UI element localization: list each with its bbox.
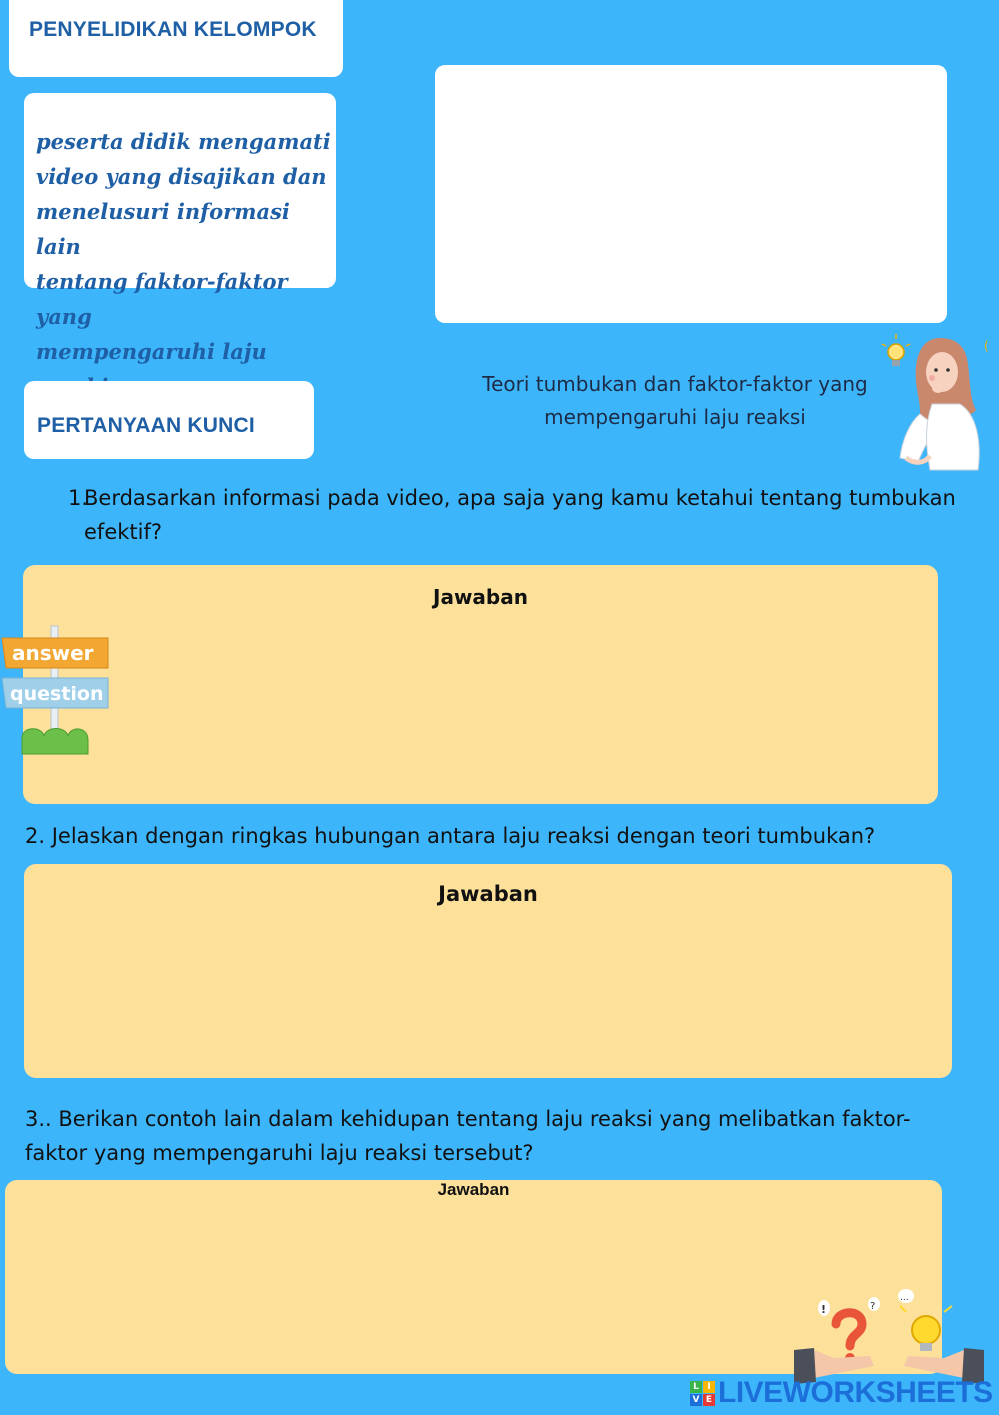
mark-letter: L [690, 1381, 702, 1393]
group-title: PENYELIDIKAN KELOMPOK [29, 18, 317, 41]
question-2: 2. Jelaskan dengan ringkas hubungan antara laju reaksi dengan teori tumbukan? [25, 824, 876, 848]
thinking-woman-illustration [880, 330, 992, 475]
question-3 [25, 1102, 975, 1170]
mark-letter: V [690, 1394, 702, 1406]
lightbulb-icon [882, 334, 910, 366]
answer-label: Jawaban [433, 585, 528, 609]
intro-line: peserta didik mengamati [36, 129, 331, 154]
theory-line-1: Teori tumbukan dan faktor-faktor yang [482, 372, 868, 396]
answer-question-signpost-icon [0, 626, 112, 756]
lightbulb-icon [900, 1306, 952, 1351]
video-frame[interactable] [435, 65, 947, 323]
signpost-answer: answer [12, 641, 94, 665]
question-3-line-2: faktor yang mempengaruhi laju reaksi tersebut? [25, 1141, 534, 1165]
answer-label: Jawaban [438, 882, 538, 906]
mark-letter: E [703, 1394, 715, 1406]
question-1-number: 1. [68, 486, 89, 510]
group-title-box [9, 0, 343, 77]
svg-text:(: ( [984, 339, 989, 353]
signpost-question: question [10, 683, 104, 705]
answer-box-1[interactable] [23, 565, 938, 804]
intro-text [36, 124, 336, 404]
key-question-title: PERTANYAAN KUNCI [37, 414, 255, 437]
liveworksheets-wordmark: LIVEWORKSHEETS [718, 1376, 993, 1409]
question-3-line-1: 3.. Berikan contoh lain dalam kehidupan tentang laju reaksi yang melibatkan faktor- [25, 1107, 911, 1131]
intro-box [24, 93, 336, 364]
question-1-line-1: Berdasarkan informasi pada video, apa saja yang kamu ketahui tentang tumbukan [84, 486, 956, 510]
answer-label: Jawaban [437, 1180, 510, 1199]
svg-text:?: ? [870, 1301, 876, 1312]
question-1 [68, 481, 968, 549]
liveworksheets-mark-icon [690, 1381, 715, 1406]
answer-box-2[interactable] [24, 864, 952, 1078]
key-question-box [24, 381, 314, 459]
intro-line: menelusuri informasi lain [36, 199, 290, 259]
liveworksheets-logo[interactable] [690, 1376, 993, 1410]
question-idea-hands-illustration [794, 1288, 984, 1384]
theory-line-2: mempengaruhi laju reaksi [544, 405, 806, 429]
intro-line: video yang disajikan dan [36, 164, 327, 189]
theory-caption [470, 368, 880, 434]
question-1-line-2: efektif? [84, 520, 163, 544]
intro-line: tentang faktor-faktor yang [36, 269, 288, 329]
mark-letter: I [703, 1381, 715, 1393]
question-mark-icon [836, 1313, 862, 1363]
intro-line: mempengaruhi laju [36, 339, 267, 364]
svg-text:...: ... [900, 1293, 909, 1303]
svg-text:!: ! [821, 1303, 827, 1316]
